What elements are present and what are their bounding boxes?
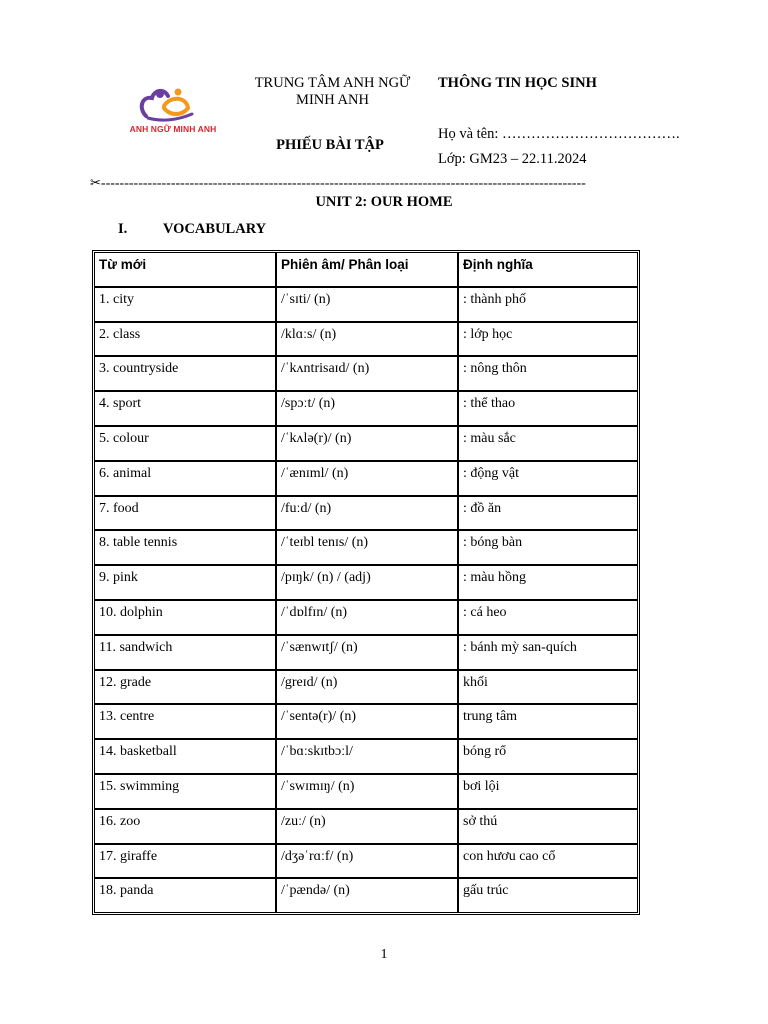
word-cell: 5. colour — [94, 426, 276, 461]
phonetic-cell: /ˈkʌlə(r)/ (n) — [276, 426, 458, 461]
definition-cell: khối — [458, 670, 638, 705]
header-cell-definition: Định nghĩa — [458, 252, 638, 287]
phonetic-cell: /greɪd/ (n) — [276, 670, 458, 705]
word-cell: 12. grade — [94, 670, 276, 705]
table-header-row — [94, 252, 638, 287]
definition-cell: : bánh mỳ san-quích — [458, 635, 638, 670]
table-row — [94, 844, 638, 879]
phonetic-cell: /pɪŋk/ (n) / (adj) — [276, 565, 458, 600]
phonetic-cell: /ˈswɪmɪŋ/ (n) — [276, 774, 458, 809]
definition-cell: sở thú — [458, 809, 638, 844]
table-row — [94, 530, 638, 565]
word-cell: 9. pink — [94, 565, 276, 600]
definition-cell: : màu sắc — [458, 426, 638, 461]
section-title: VOCABULARY — [163, 221, 267, 237]
table-row — [94, 391, 638, 426]
unit-title: UNIT 2: OUR HOME — [315, 194, 453, 210]
phonetic-cell: /ˈænɪml/ (n) — [276, 461, 458, 496]
phonetic-cell: /ˈdɒlfɪn/ (n) — [276, 600, 458, 635]
definition-cell: : thể thao — [458, 391, 638, 426]
vocabulary-table — [92, 250, 640, 915]
word-cell: 8. table tennis — [94, 530, 276, 565]
phonetic-cell: /klɑːs/ (n) — [276, 322, 458, 357]
table-row — [94, 565, 638, 600]
definition-cell: : bóng bàn — [458, 530, 638, 565]
logo — [108, 86, 238, 138]
word-cell: 16. zoo — [94, 809, 276, 844]
phonetic-cell: /ˈsɪti/ (n) — [276, 287, 458, 322]
table-row — [94, 670, 638, 705]
table-row — [94, 878, 638, 913]
table-row — [94, 356, 638, 391]
table-row — [94, 739, 638, 774]
phonetic-cell: /ˈsentə(r)/ (n) — [276, 704, 458, 739]
sheet-title: PHIẾU BÀI TẬP — [276, 137, 384, 153]
word-cell: 13. centre — [94, 704, 276, 739]
definition-cell: : động vật — [458, 461, 638, 496]
definition-cell: : cá heo — [458, 600, 638, 635]
student-name-line: Họ và tên: ………………………………. — [438, 126, 680, 142]
table-row — [94, 461, 638, 496]
table-row — [94, 774, 638, 809]
table-row — [94, 809, 638, 844]
definition-cell: con hươu cao cổ — [458, 844, 638, 879]
definition-cell: : màu hồng — [458, 565, 638, 600]
center-name-line1: TRUNG TÂM ANH NGỮ — [254, 75, 411, 91]
logo-text: ANH NGỮ MINH ANH — [129, 124, 217, 134]
phonetic-cell: /fuːd/ (n) — [276, 496, 458, 531]
word-cell: 17. giraffe — [94, 844, 276, 879]
word-cell: 2. class — [94, 322, 276, 357]
phonetic-cell: /ˈsænwɪtʃ/ (n) — [276, 635, 458, 670]
page-number: 1 — [380, 947, 388, 962]
word-cell: 7. food — [94, 496, 276, 531]
definition-cell: bơi lội — [458, 774, 638, 809]
table-row — [94, 635, 638, 670]
word-cell: 11. sandwich — [94, 635, 276, 670]
definition-cell: : đồ ăn — [458, 496, 638, 531]
header-cell-word: Từ mới — [94, 252, 276, 287]
definition-cell: : nông thôn — [458, 356, 638, 391]
table-row — [94, 322, 638, 357]
definition-cell: trung tâm — [458, 704, 638, 739]
definition-cell: bóng rổ — [458, 739, 638, 774]
word-cell: 6. animal — [94, 461, 276, 496]
table-row — [94, 426, 638, 461]
phonetic-cell: /zuː/ (n) — [276, 809, 458, 844]
word-cell: 1. city — [94, 287, 276, 322]
word-cell: 14. basketball — [94, 739, 276, 774]
table-row — [94, 600, 638, 635]
header-cell-phonetic: Phiên âm/ Phân loại — [276, 252, 458, 287]
table-row — [94, 287, 638, 322]
logo-mark-icon — [134, 86, 212, 124]
table-row — [94, 496, 638, 531]
cut-line-dashes: -------------------------------------------------------------------------------------------------------- — [100, 176, 586, 191]
definition-cell: gấu trúc — [458, 878, 638, 913]
definition-cell: : thành phố — [458, 287, 638, 322]
section-number: I. — [118, 221, 128, 237]
word-cell: 3. countryside — [94, 356, 276, 391]
phonetic-cell: /ˈkʌntrisaɪd/ (n) — [276, 356, 458, 391]
phonetic-cell: /ˈteɪbl tenɪs/ (n) — [276, 530, 458, 565]
student-info-title: THÔNG TIN HỌC SINH — [438, 75, 597, 91]
center-name-line2: MINH ANH — [296, 92, 369, 108]
phonetic-cell: /dʒəˈrɑːf/ (n) — [276, 844, 458, 879]
phonetic-cell: /ˈbɑːskɪtbɔːl/ — [276, 739, 458, 774]
word-cell: 15. swimming — [94, 774, 276, 809]
phonetic-cell: /ˈpændə/ (n) — [276, 878, 458, 913]
definition-cell: : lớp học — [458, 322, 638, 357]
table-row — [94, 704, 638, 739]
phonetic-cell: /spɔːt/ (n) — [276, 391, 458, 426]
center-name — [240, 75, 425, 109]
word-cell: 4. sport — [94, 391, 276, 426]
word-cell: 18. panda — [94, 878, 276, 913]
scissors-icon: ✂ — [90, 176, 101, 191]
cut-line — [90, 176, 650, 192]
word-cell: 10. dolphin — [94, 600, 276, 635]
student-class-line: Lớp: GM23 – 22.11.2024 — [438, 151, 587, 167]
